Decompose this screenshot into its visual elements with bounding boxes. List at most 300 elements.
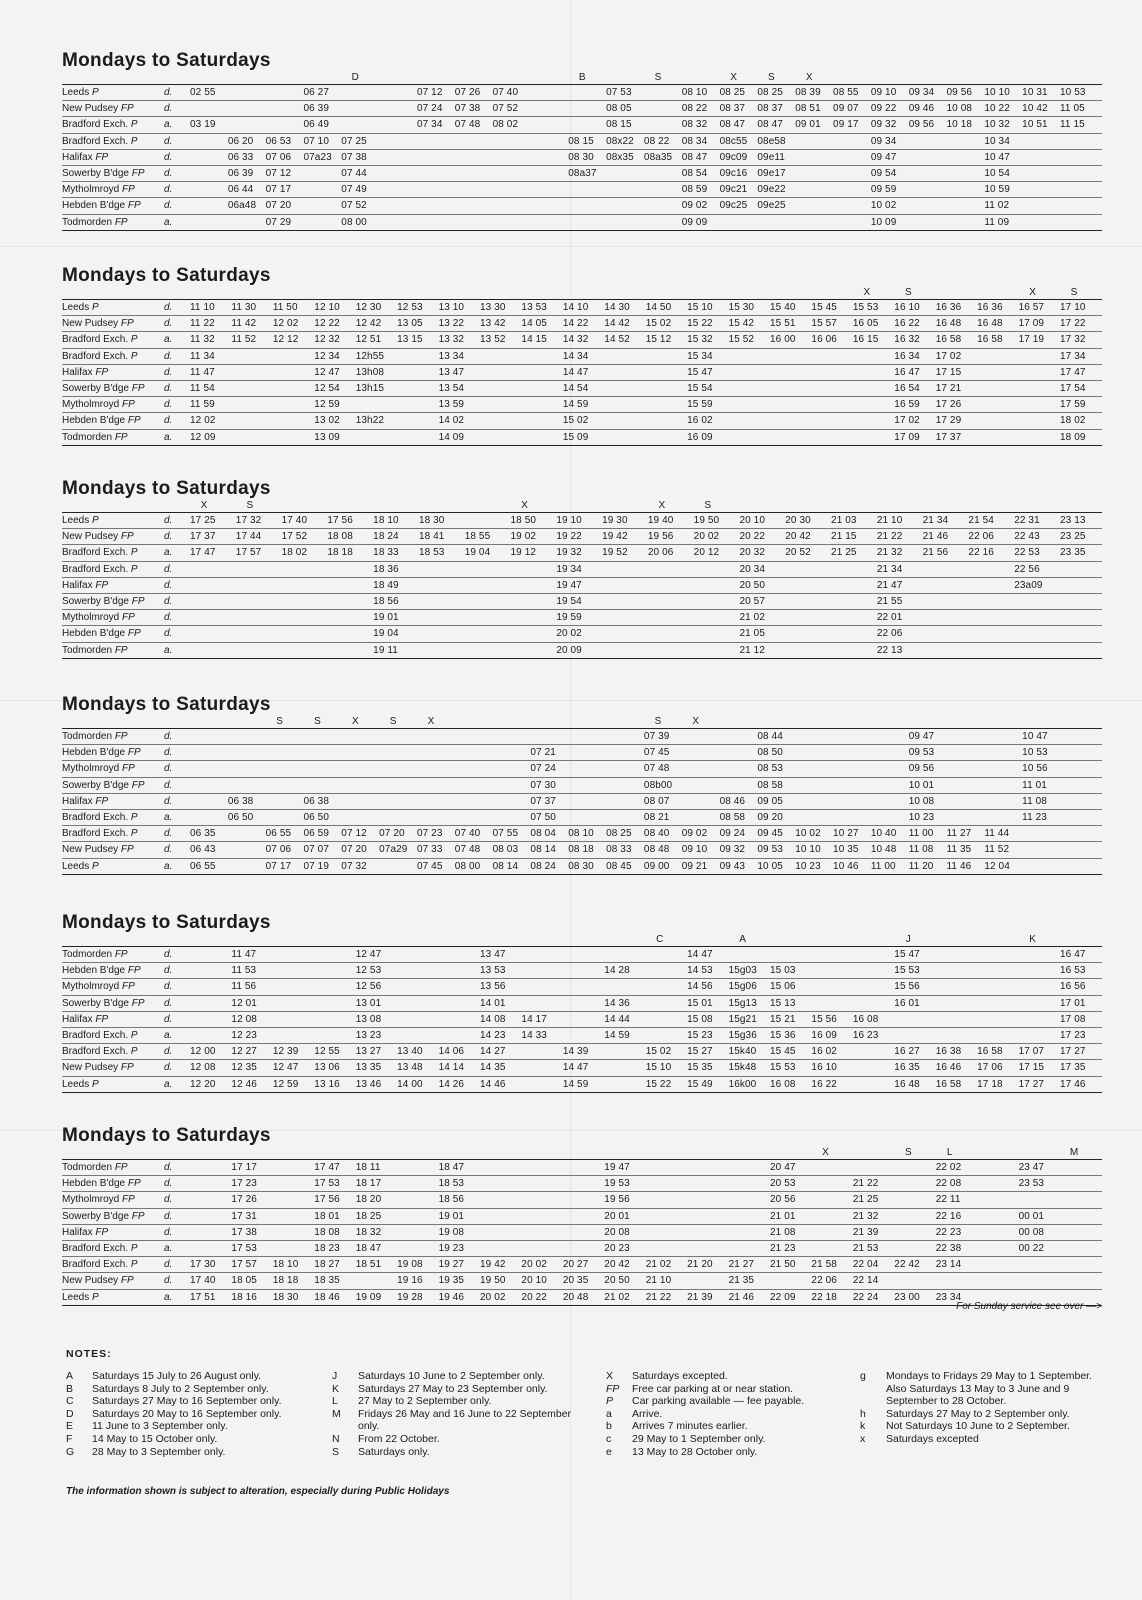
disclaimer: The information shown is subject to alteration, especially during Public Holidays bbox=[66, 1486, 450, 1497]
table-row bbox=[62, 810, 1102, 826]
note-key: e bbox=[606, 1445, 612, 1458]
timetable-title: Mondays to Saturdays bbox=[62, 265, 271, 286]
time-cell: 08b00 bbox=[643, 779, 673, 791]
note-text: 14 May to 15 October only. bbox=[92, 1432, 218, 1445]
time-cell: 15 03 bbox=[770, 965, 796, 977]
service-codes-row bbox=[62, 1147, 1102, 1159]
time-cell: 20 23 bbox=[604, 1242, 630, 1254]
time-cell: 18 32 bbox=[355, 1226, 382, 1238]
time-cell: 15 49 bbox=[687, 1078, 713, 1090]
time-cell: 18 11 bbox=[355, 1162, 381, 1173]
timetable-title: Mondays to Saturdays bbox=[62, 50, 271, 71]
time-cell: 15k48 bbox=[728, 1062, 757, 1074]
time-cell: 07 44 bbox=[341, 167, 367, 179]
time-cell: 08 15 bbox=[568, 135, 594, 147]
time-cell: 11 22 bbox=[190, 318, 215, 330]
time-cell: 08 14 bbox=[492, 860, 519, 872]
time-cell: 17 15 bbox=[1018, 1062, 1045, 1074]
time-cell: 23 14 bbox=[935, 1259, 962, 1271]
time-cell: 11 52 bbox=[984, 844, 1010, 856]
note-text: 11 June to 3 September only. bbox=[92, 1420, 228, 1433]
time-cell: 06 27 bbox=[303, 87, 329, 98]
time-cell: 09 21 bbox=[681, 860, 708, 872]
time-cell: 15 08 bbox=[687, 1013, 713, 1025]
time-cell: 00 08 bbox=[1018, 1226, 1045, 1238]
time-cell: 11 59 bbox=[190, 399, 215, 411]
time-cell: 15 56 bbox=[811, 1013, 837, 1025]
time-cell: 18 55 bbox=[464, 531, 491, 543]
time-cell: 15 53 bbox=[770, 1062, 796, 1074]
station-name: Leeds P bbox=[62, 860, 99, 872]
time-cell: 16 36 bbox=[977, 302, 1003, 313]
time-cell: 16 02 bbox=[811, 1046, 837, 1058]
time-cell: 12 46 bbox=[231, 1078, 257, 1090]
time-cell: 15 35 bbox=[687, 1062, 713, 1074]
note-item bbox=[606, 1408, 846, 1421]
time-cell: 21 47 bbox=[876, 579, 903, 591]
table-row bbox=[62, 332, 1102, 348]
time-cell: 11 08 bbox=[1022, 795, 1047, 807]
time-cell: 18 49 bbox=[373, 579, 399, 591]
time-cell: 14 02 bbox=[438, 415, 465, 427]
time-cell: 16 05 bbox=[852, 318, 879, 330]
table-row bbox=[62, 745, 1102, 761]
arrive-depart-marker: a. bbox=[164, 1029, 173, 1041]
table-row bbox=[62, 513, 1102, 529]
note-item bbox=[606, 1433, 846, 1446]
time-cell: 08 05 bbox=[606, 103, 632, 115]
time-cell: 17 54 bbox=[1060, 382, 1086, 394]
time-cell: 15 45 bbox=[770, 1046, 796, 1058]
arrive-depart-marker: d. bbox=[164, 531, 173, 543]
time-cell: 19 59 bbox=[556, 612, 582, 624]
station-name: Mytholmroyd FP bbox=[62, 399, 135, 411]
service-code: L bbox=[946, 1147, 953, 1158]
service-code: S bbox=[904, 1147, 912, 1158]
time-cell: 21 50 bbox=[770, 1259, 796, 1271]
time-cell: 14 23 bbox=[480, 1029, 506, 1041]
time-cell: 19 10 bbox=[556, 515, 582, 526]
note-item bbox=[66, 1433, 316, 1446]
service-code: J bbox=[905, 934, 911, 945]
time-cell: 09 47 bbox=[908, 731, 935, 742]
time-cell: 10 59 bbox=[984, 184, 1010, 196]
time-cell: 18 18 bbox=[327, 547, 353, 559]
arrive-depart-marker: d. bbox=[164, 515, 173, 526]
service-code: M bbox=[1069, 1147, 1079, 1158]
table-row bbox=[62, 1209, 1102, 1225]
time-cell: 09 01 bbox=[795, 119, 821, 131]
time-cell: 10 23 bbox=[795, 860, 821, 872]
note-item bbox=[332, 1395, 592, 1408]
time-cell: 10 22 bbox=[984, 103, 1010, 115]
station-name: Mytholmroyd FP bbox=[62, 612, 135, 624]
time-cell: 09 56 bbox=[908, 119, 935, 131]
time-cell: 09 54 bbox=[870, 167, 897, 179]
time-cell: 17 02 bbox=[935, 350, 962, 362]
time-cell: 17 53 bbox=[314, 1178, 340, 1190]
time-cell: 06 38 bbox=[303, 795, 329, 807]
time-cell: 08 03 bbox=[492, 844, 519, 856]
time-cell: 08 25 bbox=[719, 87, 746, 98]
time-cell: 16 27 bbox=[894, 1046, 920, 1058]
time-cell: 11 35 bbox=[946, 844, 972, 856]
time-cell: 18 08 bbox=[314, 1226, 340, 1238]
time-cell: 17 27 bbox=[1018, 1078, 1045, 1090]
arrive-depart-marker: a. bbox=[164, 1242, 173, 1254]
table-row bbox=[62, 1225, 1102, 1241]
table-row bbox=[62, 365, 1102, 381]
time-cell: 08 25 bbox=[757, 87, 783, 98]
service-code: X bbox=[730, 72, 737, 83]
time-cell: 11 30 bbox=[231, 302, 257, 313]
station-name: Todmorden FP bbox=[62, 1162, 128, 1173]
time-cell: 19 22 bbox=[556, 531, 582, 543]
station-name: New Pudsey FP bbox=[62, 318, 134, 330]
time-cell: 10 18 bbox=[946, 119, 973, 131]
time-cell: 20 22 bbox=[739, 531, 765, 543]
arrive-depart-marker: d. bbox=[164, 828, 173, 840]
time-cell: 11 50 bbox=[272, 302, 298, 313]
time-cell: 12 39 bbox=[272, 1046, 299, 1058]
time-cell: 14 26 bbox=[438, 1078, 465, 1090]
time-cell: 19 52 bbox=[602, 547, 628, 559]
time-cell: 17 09 bbox=[1018, 318, 1045, 330]
station-name: Halifax FP bbox=[62, 795, 109, 807]
arrive-depart-marker: a. bbox=[164, 1078, 173, 1090]
time-cell: 18 30 bbox=[272, 1291, 299, 1303]
time-cell: 17 47 bbox=[190, 547, 216, 559]
time-cell: 20 01 bbox=[604, 1210, 630, 1222]
time-cell: 20 52 bbox=[785, 547, 811, 559]
station-name: Halifax FP bbox=[62, 1013, 109, 1025]
time-cell: 10 46 bbox=[833, 860, 859, 872]
time-cell: 08 10 bbox=[568, 828, 594, 840]
time-cell: 19 30 bbox=[602, 515, 628, 526]
time-cell: 11 10 bbox=[190, 302, 215, 313]
time-cell: 10 54 bbox=[984, 167, 1010, 179]
table-row bbox=[62, 578, 1102, 594]
timetable-grid bbox=[62, 512, 1102, 659]
time-cell: 17 30 bbox=[190, 1259, 216, 1271]
time-cell: 19 35 bbox=[438, 1275, 465, 1287]
note-item bbox=[860, 1420, 1100, 1433]
time-cell: 09 07 bbox=[833, 103, 859, 115]
time-cell: 13 09 bbox=[314, 431, 340, 443]
note-text: 28 May to 3 September only. bbox=[92, 1445, 226, 1458]
time-cell: 07a29 bbox=[379, 844, 408, 856]
service-code: D bbox=[351, 72, 359, 83]
arrive-depart-marker: d. bbox=[164, 731, 173, 742]
time-cell: 10 51 bbox=[1022, 119, 1048, 131]
time-cell: 16 53 bbox=[1060, 965, 1086, 977]
arrive-depart-marker: d. bbox=[164, 1162, 173, 1173]
note-text: Free car parking at or near station. bbox=[632, 1382, 794, 1395]
arrive-depart-marker: d. bbox=[164, 612, 173, 624]
time-cell: 10 02 bbox=[795, 828, 821, 840]
time-cell: 16 00 bbox=[770, 334, 796, 346]
time-cell: 09c21 bbox=[719, 184, 748, 196]
station-name: Halifax FP bbox=[62, 366, 109, 378]
time-cell: 10 56 bbox=[1022, 763, 1048, 775]
note-key: c bbox=[606, 1432, 612, 1445]
time-cell: 08 07 bbox=[643, 795, 670, 807]
time-cell: 09 05 bbox=[757, 795, 783, 807]
time-cell: 07 55 bbox=[492, 828, 519, 840]
note-key: K bbox=[332, 1382, 340, 1395]
note-text: Saturdays excepted. bbox=[632, 1370, 728, 1382]
time-cell: 09e17 bbox=[757, 167, 786, 179]
time-cell: 07 19 bbox=[303, 860, 329, 872]
time-cell: 22 23 bbox=[935, 1226, 962, 1238]
time-cell: 23 53 bbox=[1018, 1178, 1045, 1190]
service-code: S bbox=[314, 716, 321, 727]
time-cell: 14 14 bbox=[438, 1062, 465, 1074]
time-cell: 16 32 bbox=[894, 334, 920, 346]
time-cell: 08 44 bbox=[757, 731, 783, 742]
time-cell: 06 39 bbox=[303, 103, 329, 115]
station-name: Leeds P bbox=[62, 515, 99, 526]
note-item bbox=[606, 1395, 846, 1408]
time-cell: 14 54 bbox=[562, 382, 589, 394]
table-row bbox=[62, 594, 1102, 610]
time-cell: 07 39 bbox=[643, 731, 670, 742]
note-text: Fridays 26 May and 16 June to 22 September only. bbox=[358, 1407, 572, 1433]
arrive-depart-marker: d. bbox=[164, 1062, 173, 1074]
time-cell: 18 25 bbox=[355, 1210, 382, 1222]
station-name: Bradford Exch. P bbox=[62, 135, 138, 147]
time-cell: 18 35 bbox=[314, 1275, 340, 1287]
time-cell: 20 48 bbox=[562, 1291, 589, 1303]
time-cell: 15 36 bbox=[770, 1029, 796, 1041]
note-text: Arrive. bbox=[632, 1407, 663, 1420]
time-cell: 07 32 bbox=[341, 860, 367, 872]
time-cell: 12 08 bbox=[231, 1013, 257, 1025]
time-cell: 13 16 bbox=[314, 1078, 340, 1090]
time-cell: 10 47 bbox=[984, 151, 1010, 163]
arrive-depart-marker: d. bbox=[164, 763, 173, 775]
time-cell: 20 57 bbox=[739, 595, 765, 607]
time-cell: 16 02 bbox=[687, 415, 713, 427]
table-row bbox=[62, 545, 1102, 561]
time-cell: 17 37 bbox=[935, 431, 962, 443]
time-cell: 19 53 bbox=[604, 1178, 630, 1190]
time-cell: 14 47 bbox=[687, 949, 713, 960]
time-cell: 15 42 bbox=[728, 318, 755, 330]
time-cell: 12h55 bbox=[355, 350, 385, 362]
note-item bbox=[606, 1370, 846, 1383]
time-cell: 09 56 bbox=[946, 87, 973, 98]
time-cell: 22 43 bbox=[1014, 531, 1040, 543]
time-cell: 07 38 bbox=[454, 103, 481, 115]
time-cell: 15 02 bbox=[562, 415, 589, 427]
time-cell: 13 42 bbox=[480, 318, 506, 330]
time-cell: 06 50 bbox=[303, 811, 329, 823]
time-cell: 08 37 bbox=[719, 103, 746, 115]
time-cell: 12 35 bbox=[231, 1062, 257, 1074]
time-cell: 07 45 bbox=[643, 747, 670, 759]
time-cell: 10 01 bbox=[908, 779, 935, 791]
station-name: Bradford Exch. P bbox=[62, 1259, 138, 1271]
note-key: b bbox=[606, 1420, 612, 1433]
time-cell: 19 32 bbox=[556, 547, 582, 559]
note-key: g bbox=[860, 1370, 866, 1382]
station-name: Bradford Exch. P bbox=[62, 1029, 138, 1041]
time-cell: 15 13 bbox=[770, 997, 796, 1009]
time-cell: 21 53 bbox=[852, 1242, 879, 1254]
arrive-depart-marker: d. bbox=[164, 747, 173, 759]
time-cell: 15 54 bbox=[687, 382, 713, 394]
time-cell: 19 40 bbox=[647, 515, 674, 526]
arrive-depart-marker: d. bbox=[164, 1194, 173, 1206]
arrive-depart-marker: d. bbox=[164, 135, 173, 147]
time-cell: 15 22 bbox=[645, 1078, 672, 1090]
note-key: A bbox=[66, 1370, 74, 1382]
time-cell: 13 35 bbox=[355, 1062, 382, 1074]
table-row bbox=[62, 761, 1102, 777]
time-cell: 11 01 bbox=[1022, 779, 1047, 791]
time-cell: 12 01 bbox=[231, 997, 257, 1009]
sunday-service-link[interactable]: For Sunday service see over —> bbox=[956, 1301, 1102, 1312]
time-cell: 12 47 bbox=[355, 949, 382, 960]
service-code: S bbox=[768, 72, 775, 83]
arrive-depart-marker: d. bbox=[164, 1046, 173, 1058]
note-item bbox=[66, 1446, 316, 1459]
note-item bbox=[66, 1420, 316, 1433]
time-cell: 07 20 bbox=[265, 200, 292, 212]
time-cell: 19 02 bbox=[510, 531, 537, 543]
table-row bbox=[62, 1176, 1102, 1192]
time-cell: 08 14 bbox=[530, 844, 556, 856]
time-cell: 16 58 bbox=[977, 334, 1003, 346]
time-cell: 11 02 bbox=[984, 200, 1010, 212]
time-cell: 15 47 bbox=[894, 949, 920, 960]
time-cell: 08 37 bbox=[757, 103, 783, 115]
time-cell: 11 20 bbox=[908, 860, 934, 872]
timetable-title: Mondays to Saturdays bbox=[62, 478, 271, 499]
time-cell: 16 58 bbox=[935, 334, 962, 346]
time-cell: 18 10 bbox=[272, 1259, 299, 1271]
note-text: Saturdays 27 May to 23 September only. bbox=[358, 1382, 548, 1395]
time-cell: 13 46 bbox=[355, 1078, 382, 1090]
time-cell: 13 59 bbox=[438, 399, 465, 411]
time-cell: 18 27 bbox=[314, 1259, 340, 1271]
time-cell: 12 08 bbox=[190, 1062, 216, 1074]
timetable-section bbox=[62, 912, 1102, 1093]
time-cell: 13 34 bbox=[438, 350, 465, 362]
arrive-depart-marker: d. bbox=[164, 200, 173, 212]
time-cell: 13h22 bbox=[355, 415, 385, 427]
timetable-title: Mondays to Saturdays bbox=[62, 694, 271, 715]
note-text: Saturdays 8 July to 2 September only. bbox=[92, 1382, 269, 1395]
time-cell: 19 01 bbox=[373, 612, 399, 624]
station-name: Bradford Exch. P bbox=[62, 1046, 138, 1058]
time-cell: 07 45 bbox=[416, 860, 443, 872]
time-cell: 07 06 bbox=[265, 151, 292, 163]
time-cell: 19 46 bbox=[438, 1291, 465, 1303]
time-cell: 13 54 bbox=[438, 382, 465, 394]
time-cell: 08 59 bbox=[681, 184, 708, 196]
time-cell: 07 24 bbox=[530, 763, 556, 775]
station-name: Hebden B'dge FP bbox=[62, 747, 141, 759]
time-cell: 12 47 bbox=[314, 366, 340, 378]
time-cell: 07 10 bbox=[303, 135, 329, 147]
time-cell: 10 31 bbox=[1022, 87, 1048, 98]
time-cell: 09 59 bbox=[870, 184, 897, 196]
table-row bbox=[62, 842, 1102, 858]
time-cell: 11 32 bbox=[190, 334, 215, 346]
time-cell: 09 46 bbox=[908, 103, 935, 115]
station-name: Bradford Exch. P bbox=[62, 1242, 138, 1254]
time-cell: 21 05 bbox=[739, 628, 765, 640]
time-cell: 06a48 bbox=[227, 200, 257, 212]
service-code: S bbox=[246, 500, 254, 511]
time-cell: 11 52 bbox=[231, 334, 257, 346]
time-cell: 19 01 bbox=[438, 1210, 465, 1222]
arrive-depart-marker: d. bbox=[164, 318, 173, 330]
time-cell: 09 32 bbox=[719, 844, 746, 856]
note-key: h bbox=[860, 1407, 866, 1420]
time-cell: 09 10 bbox=[870, 87, 897, 98]
time-cell: 18 56 bbox=[373, 595, 399, 607]
table-row bbox=[62, 963, 1102, 979]
time-cell: 11 23 bbox=[1022, 811, 1047, 823]
notes-column bbox=[860, 1370, 1100, 1446]
time-cell: 14 22 bbox=[562, 318, 589, 330]
time-cell: 11 00 bbox=[908, 828, 934, 840]
time-cell: 13 10 bbox=[438, 302, 465, 313]
time-cell: 07 12 bbox=[416, 87, 443, 98]
time-cell: 06 59 bbox=[303, 828, 329, 840]
time-cell: 15 45 bbox=[811, 302, 837, 313]
time-cell: 16 36 bbox=[935, 302, 962, 313]
time-cell: 17 53 bbox=[231, 1242, 257, 1254]
time-cell: 14 32 bbox=[562, 334, 589, 346]
time-cell: 07 20 bbox=[341, 844, 367, 856]
table-row bbox=[62, 381, 1102, 397]
time-cell: 07 52 bbox=[492, 103, 519, 115]
note-key: x bbox=[860, 1432, 866, 1445]
station-name: Bradford Exch. P bbox=[62, 563, 138, 575]
time-cell: 10 53 bbox=[1060, 87, 1086, 98]
time-cell: 18 23 bbox=[314, 1242, 340, 1254]
time-cell: 17 06 bbox=[977, 1062, 1003, 1074]
time-cell: 15 21 bbox=[770, 1013, 796, 1025]
timetable-grid bbox=[62, 946, 1102, 1093]
time-cell: 15 23 bbox=[687, 1029, 713, 1041]
table-row bbox=[62, 996, 1102, 1012]
time-cell: 08 47 bbox=[757, 119, 783, 131]
time-cell: 17 26 bbox=[935, 399, 962, 411]
note-text: Saturdays only. bbox=[358, 1445, 430, 1458]
time-cell: 11 47 bbox=[190, 366, 215, 378]
table-row bbox=[62, 626, 1102, 642]
time-cell: 11 42 bbox=[231, 318, 257, 330]
station-name: New Pudsey FP bbox=[62, 844, 134, 856]
time-cell: 17 56 bbox=[327, 515, 353, 526]
station-name: New Pudsey FP bbox=[62, 103, 134, 115]
time-cell: 14 27 bbox=[480, 1046, 506, 1058]
table-row bbox=[62, 1241, 1102, 1257]
service-code: X bbox=[692, 716, 700, 727]
time-cell: 15 22 bbox=[687, 318, 713, 330]
time-cell: 13 40 bbox=[397, 1046, 423, 1058]
station-name: Hebden B'dge FP bbox=[62, 1178, 141, 1190]
time-cell: 08 33 bbox=[606, 844, 632, 856]
table-row bbox=[62, 413, 1102, 429]
arrive-depart-marker: a. bbox=[164, 547, 173, 559]
time-cell: 13 02 bbox=[314, 415, 340, 427]
